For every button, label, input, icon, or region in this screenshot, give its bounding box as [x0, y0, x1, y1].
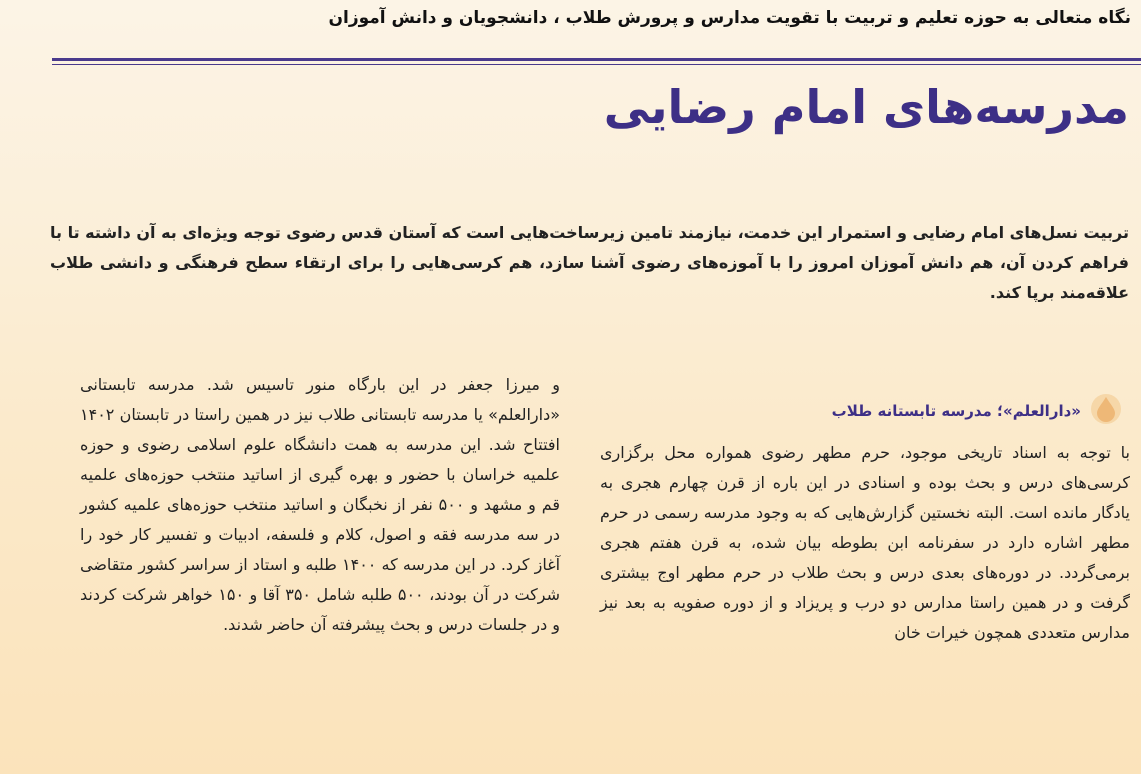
body-column-left: و میرزا جعفر در این بارگاه منور تاسیس شد. مدرسه تابستانی «دارالعلم» یا مدرسه تابستانی طلاب نیز در همین راستا در تابستان ۱۴۰۲ افتتاح شد. این مدرسه به همت دانشگاه علوم اسلامی رضوی و حوزه علمیه خراسان با حضور و بهره گیری از اساتید منتخب حوزه‌های علمیه قم و مشهد و ۵۰۰ نفر از نخبگان و اساتید منتخب حوزه‌های علمیه کشور در سه مدرسه فقه و اصول، کلام و فلسفه، ادبیات و تفسیر کار خود را آغاز کرد. در این مدرسه که ۱۴۰۰ طلبه و استاد از سراسر کشور متقاضی شرکت در آن بودند، ۵۰۰ طلبه شامل ۳۵۰ آقا و ۱۵۰ خواهر شرکت کردند و در جلسات درس و بحث پیشرفته آن حاضر شدند. — [80, 375, 561, 634]
divider-thick — [52, 58, 1141, 61]
intro-paragraph: تربیت نسل‌های امام رضایی و استمرار این خدمت، نیازمند تامین زیرساخت‌هایی است که آستان قدس رضوی توجه ویژه‌ای به آن داشته تا با فراهم کردن آن، هم دانش آموزان امروز را با آموزه‌های رضوی آشنا سازد، هم کرسی‌هایی را برای ارتقاء سطح فرهنگی و دانشی طلاب علاقه‌مند برپا کند. — [49, 223, 1129, 302]
body-column-right: با توجه به اسناد تاریخی موجود، حرم مطهر رضوی همواره محل برگزاری کرسی‌های درس و بحث بوده و اسنادی در این باره از قرن چهارم هجری به یادگار مانده است. البته نخستین گزارش‌هایی که به وجود مدرسه رسمی در حرم مطهر اشاره دارد در سفرنامه ابن بطوطه بیان شده، به قرن هفتم هجری برمی‌گردد. در دوره‌های بعدی درس و بحث طلاب در حرم مطهر اوج بیشتری گرفت و در همین راستا مدارس دو درب و پریزاد و از دوره صفویه به بعد نیز مدارس متعددی همچون خیرات خان — [600, 443, 1130, 642]
drop-icon — [1089, 392, 1123, 426]
section-heading: «دارالعلم»؛ مدرسه تابستانه طلاب — [831, 402, 1081, 420]
header-kicker: نگاه متعالی به حوزه تعلیم و تربیت با تقویت مدارس و پرورش طلاب ، دانشجویان و دانش آموزان — [328, 8, 1131, 28]
divider-thin — [52, 64, 1141, 65]
page-title: مدرسه‌های امام رضایی — [603, 80, 1129, 134]
